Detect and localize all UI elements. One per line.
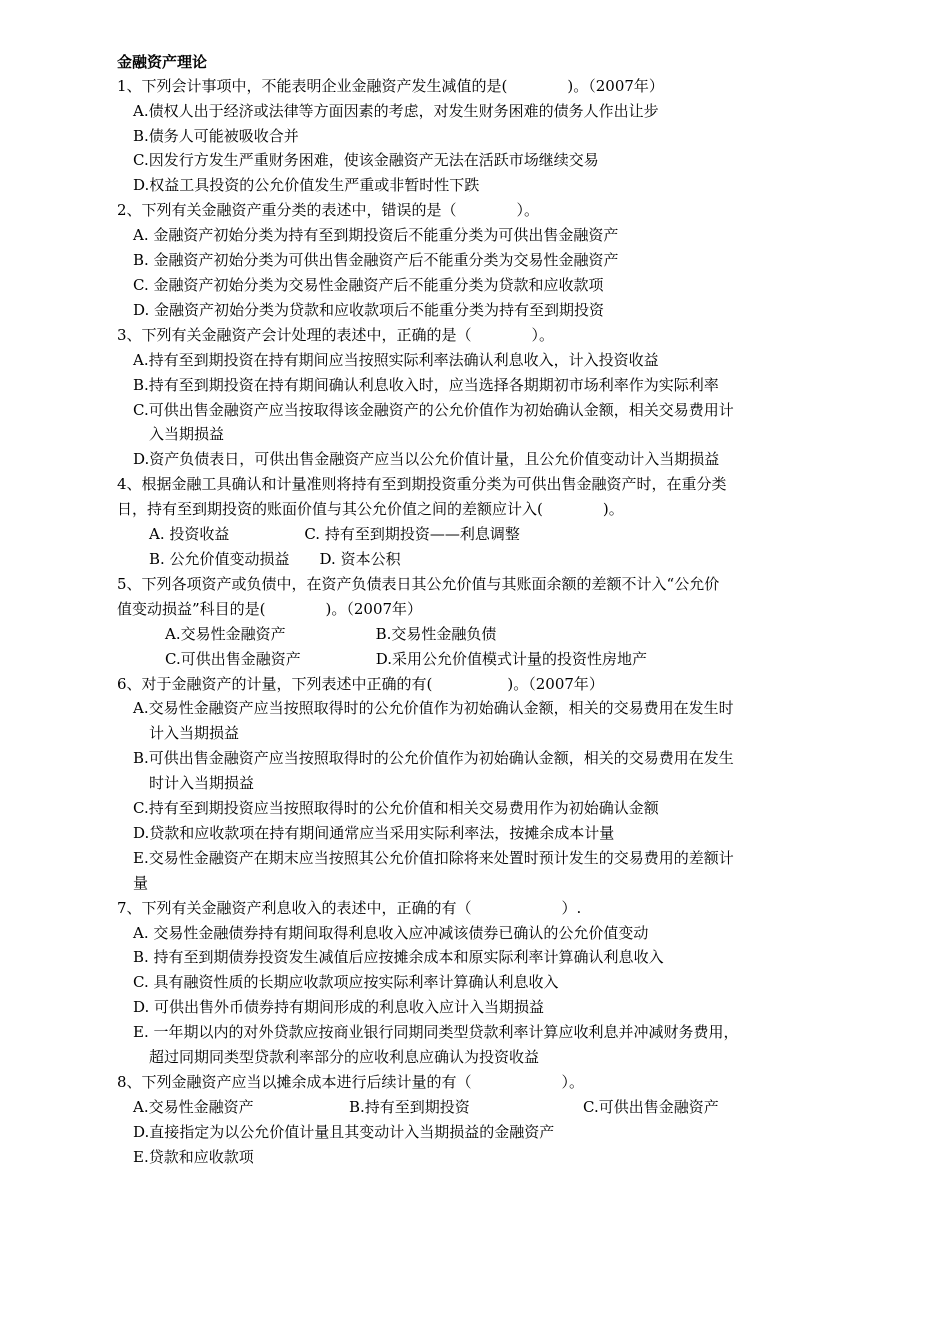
question-7-option-a: A. 交易性金融债券持有期间取得利息收入应冲减该债券已确认的公允价值变动: [133, 924, 649, 942]
question-8-option-c: C.可供出售金融资产: [583, 1098, 719, 1116]
question-3-option-c-continued: 入当期损益: [149, 425, 225, 443]
question-7-option-e: E. 一年期以内的对外贷款应按商业银行同期同类型贷款利率计算应收利息并冲减财务费用，: [133, 1023, 739, 1041]
question-7-option-e-continued: 超过同期同类型贷款利率部分的应收利息应确认为投资收益: [149, 1048, 540, 1066]
question-5-options-row-1: A.交易性金融资产 B.交易性金融负债: [165, 625, 497, 643]
question-6-option-c: C.持有至到期投资应当按照取得时的公允价值和相关交易费用作为初始确认金额: [133, 799, 659, 817]
question-6-option-e-continued: 量: [133, 874, 149, 892]
page-title: 金融资产理论: [117, 53, 208, 71]
question-5-stem: 5、下列各项资产或负债中，在资产负债表日其公允价值与其账面余额的差额不计入“公允价: [117, 575, 720, 593]
question-6-option-e: E.交易性金融资产在期末应当按照其公允价值扣除将来处置时预计发生的交易费用的差额计: [133, 849, 734, 867]
question-3-option-b: B.持有至到期投资在持有期间确认利息收入时，应当选择各期期初市场利率作为实际利率: [133, 376, 719, 394]
question-2-option-a: A. 金融资产初始分类为持有至到期投资后不能重分类为可供出售金融资产: [133, 226, 619, 244]
question-1-option-b: B.债务人可能被吸收合并: [133, 127, 299, 145]
question-3-stem: 3、下列有关金融资产会计处理的表述中，正确的是（ ）。: [117, 326, 555, 344]
question-7-option-b: B. 持有至到期债券投资发生减值后应按摊余成本和原实际利率计算确认利息收入: [133, 948, 664, 966]
question-8-option-a: A.交易性金融资产: [133, 1098, 254, 1116]
question-4-options-row-2: B. 公允价值变动损益 D. 资本公积: [149, 550, 401, 568]
question-7-option-c: C. 具有融资性质的长期应收款项应按实际利率计算确认利息收入: [133, 973, 559, 991]
question-6-stem: 6、对于金融资产的计量，下列表述中正确的有( )。（2007年）: [117, 675, 604, 693]
question-5-stem-continued: 值变动损益”科目的是( )。（2007年）: [117, 600, 423, 618]
question-8-option-d: D.直接指定为以公允价值计量且其变动计入当期损益的金融资产: [133, 1123, 555, 1141]
question-6-option-d: D.贷款和应收款项在持有期间通常应当采用实际利率法，按摊余成本计量: [133, 824, 615, 842]
question-6-option-a-continued: 计入当期损益: [149, 724, 240, 742]
question-4-options-row-1: A. 投资收益 C. 持有至到期投资——利息调整: [149, 525, 520, 543]
question-3-option-d: D.资产负债表日，可供出售金融资产应当以公允价值计量，且公允价值变动计入当期损益: [133, 450, 720, 468]
question-5-options-row-2: C.可供出售金融资产 D.采用公允价值模式计量的投资性房地产: [165, 650, 647, 668]
question-4-stem-continued: 日，持有至到期投资的账面价值与其公允价值之间的差额应计入( )。: [117, 500, 624, 518]
question-3-option-a: A.持有至到期投资在持有期间应当按照实际利率法确认利息收入，计入投资收益: [133, 351, 659, 369]
question-3-option-c: C.可供出售金融资产应当按取得该金融资产的公允价值作为初始确认金额，相关交易费用计: [133, 401, 734, 419]
question-8-stem: 8、下列金融资产应当以摊余成本进行后续计量的有（ ）。: [117, 1073, 585, 1091]
question-1-option-a: A.债权人出于经济或法律等方面因素的考虑，对发生财务困难的债务人作出让步: [133, 102, 659, 120]
question-2-option-c: C. 金融资产初始分类为交易性金融资产后不能重分类为贷款和应收款项: [133, 276, 604, 294]
question-6-option-a: A.交易性金融资产应当按照取得时的公允价值作为初始确认金额，相关的交易费用在发生时: [133, 699, 734, 717]
question-2-option-d: D. 金融资产初始分类为贷款和应收款项后不能重分类为持有至到期投资: [133, 301, 605, 319]
question-8-option-e: E.贷款和应收款项: [133, 1148, 254, 1166]
question-7-option-d: D. 可供出售外币债券持有期间形成的利息收入应计入当期损益: [133, 998, 545, 1016]
question-2-stem: 2、下列有关金融资产重分类的表述中，错误的是（ ）。: [117, 201, 540, 219]
question-2-option-b: B. 金融资产初始分类为可供出售金融资产后不能重分类为交易性金融资产: [133, 251, 619, 269]
question-6-option-b-continued: 时计入当期损益: [149, 774, 255, 792]
question-7-stem: 7、下列有关金融资产利息收入的表述中，正确的有（ ）.: [117, 899, 582, 917]
question-1-option-c: C.因发行方发生严重财务困难，使该金融资产无法在活跃市场继续交易: [133, 151, 599, 169]
question-8-option-b: B.持有至到期投资: [349, 1098, 470, 1116]
question-6-option-b: B.可供出售金融资产应当按照取得时的公允价值作为初始确认金额，相关的交易费用在发生: [133, 749, 734, 767]
question-4-stem: 4、根据金融工具确认和计量准则将持有至到期投资重分类为可供出售金融资产时，在重分类: [117, 475, 727, 493]
question-1-option-d: D.权益工具投资的公允价值发生严重或非暂时性下跌: [133, 176, 480, 194]
question-1-stem: 1、下列会计事项中，不能表明企业金融资产发生减值的是( )。（2007年）: [117, 77, 664, 95]
